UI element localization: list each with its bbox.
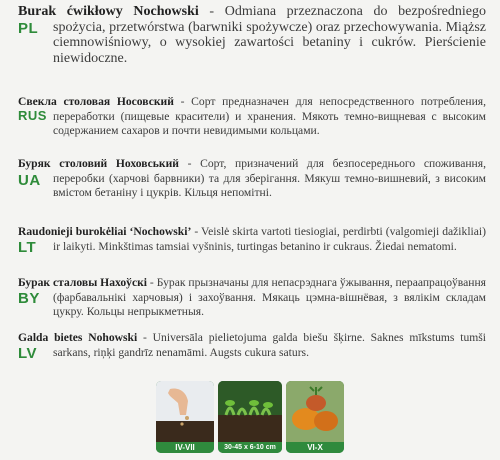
description-by: [18, 276, 486, 320]
variety-name-lv: Galda bietes Nohowski: [18, 331, 138, 344]
pictogram-harvest: [286, 381, 344, 453]
description-lv: [18, 331, 486, 360]
variety-text-lv: - Universāla pielietojuma galda biešu šķirne. Saknes mīkstums tumši sarkans, riņķi gandrīz nenamāmi. Augsts cukura saturs.: [53, 331, 486, 359]
variety-name-ua: Буряк столовий Ноховський: [18, 157, 179, 170]
description-rus: [18, 95, 486, 139]
lang-code-rus: RUS: [18, 108, 47, 123]
harvest-vegetables-icon: [286, 381, 344, 442]
section-ua: [18, 157, 486, 201]
section-lv: [18, 331, 486, 360]
variety-text-rus: - Сорт предназначен для непосредственного потребления, переработки (пищевые красители) и хранения. Мякоть темно-вищневая с высоким содержанием сахаров и почти невидимыми кольцами.: [53, 95, 486, 138]
sowing-hand-icon: [156, 381, 214, 442]
section-pl: [18, 4, 486, 66]
section-by: [18, 276, 486, 320]
description-lt: [18, 225, 486, 254]
variety-name-pl: Burak ćwikłowy Nochowski: [18, 4, 199, 19]
lang-code-lt: LT: [18, 239, 37, 256]
lang-code-lv: LV: [18, 345, 38, 362]
variety-name-by: Бурак сталовы Нахоўскі: [18, 276, 147, 289]
description-pl: [18, 4, 486, 66]
pictogram-spacing: [218, 381, 282, 453]
variety-text-pl: - Odmiana przeznaczona do bezpośredniego spożycia, przetwórstwa (barwniki spożywcze) oraz przechowywania. Miąższ ciemnowiśniowy, o wysokiej zawartości betaniny i cukrów. Pierścienie niewidoczne.: [53, 4, 486, 66]
variety-name-lt: Raudonieji burokėliai ‘Nochowski’: [18, 225, 192, 238]
pictogram-sowing: [156, 381, 214, 453]
lang-code-ua: UA: [18, 172, 41, 189]
variety-text-ua: - Сорт, призначений для безпосереднього споживання, переробки (харчові барвники) та для зберігання. Мякуш темно-вишневий, з високим вмістом бетаніну і цукрів. Кільця непомітні.: [53, 157, 486, 200]
pictogram-band: [156, 381, 344, 453]
pictogram-caption-harvest: VI-X: [286, 442, 344, 453]
variety-text-lt: - Veislė skirta vartoti tiesiogiai, perdirbti (valgomieji dažikliai) ir laikyti. Minkštimas tamsiai vyšninis, turtingas betanino ir cukraus. Žiedai nematomi.: [53, 225, 486, 253]
variety-text-by: - Бурак прызначаны для непасрэднага ўжывання, пераапрацоўвання (фарбавальнікі харчовыя) і захоўвання. Мякаць цэмна-вішнёвая, з вялікім складам цукру. Кольцы непрыкметныя.: [53, 276, 486, 319]
seedling-rows-icon: [218, 381, 282, 442]
section-rus: [18, 95, 486, 139]
section-lt: [18, 225, 486, 254]
description-ua: [18, 157, 486, 201]
pictogram-caption-spacing: 30-45 x 6-10 cm: [218, 442, 282, 453]
variety-name-rus: Свекла столовая Носовский: [18, 95, 174, 108]
lang-code-pl: PL: [18, 20, 39, 37]
lang-code-by: BY: [18, 290, 40, 307]
pictogram-caption-sowing: IV-VII: [156, 442, 214, 453]
